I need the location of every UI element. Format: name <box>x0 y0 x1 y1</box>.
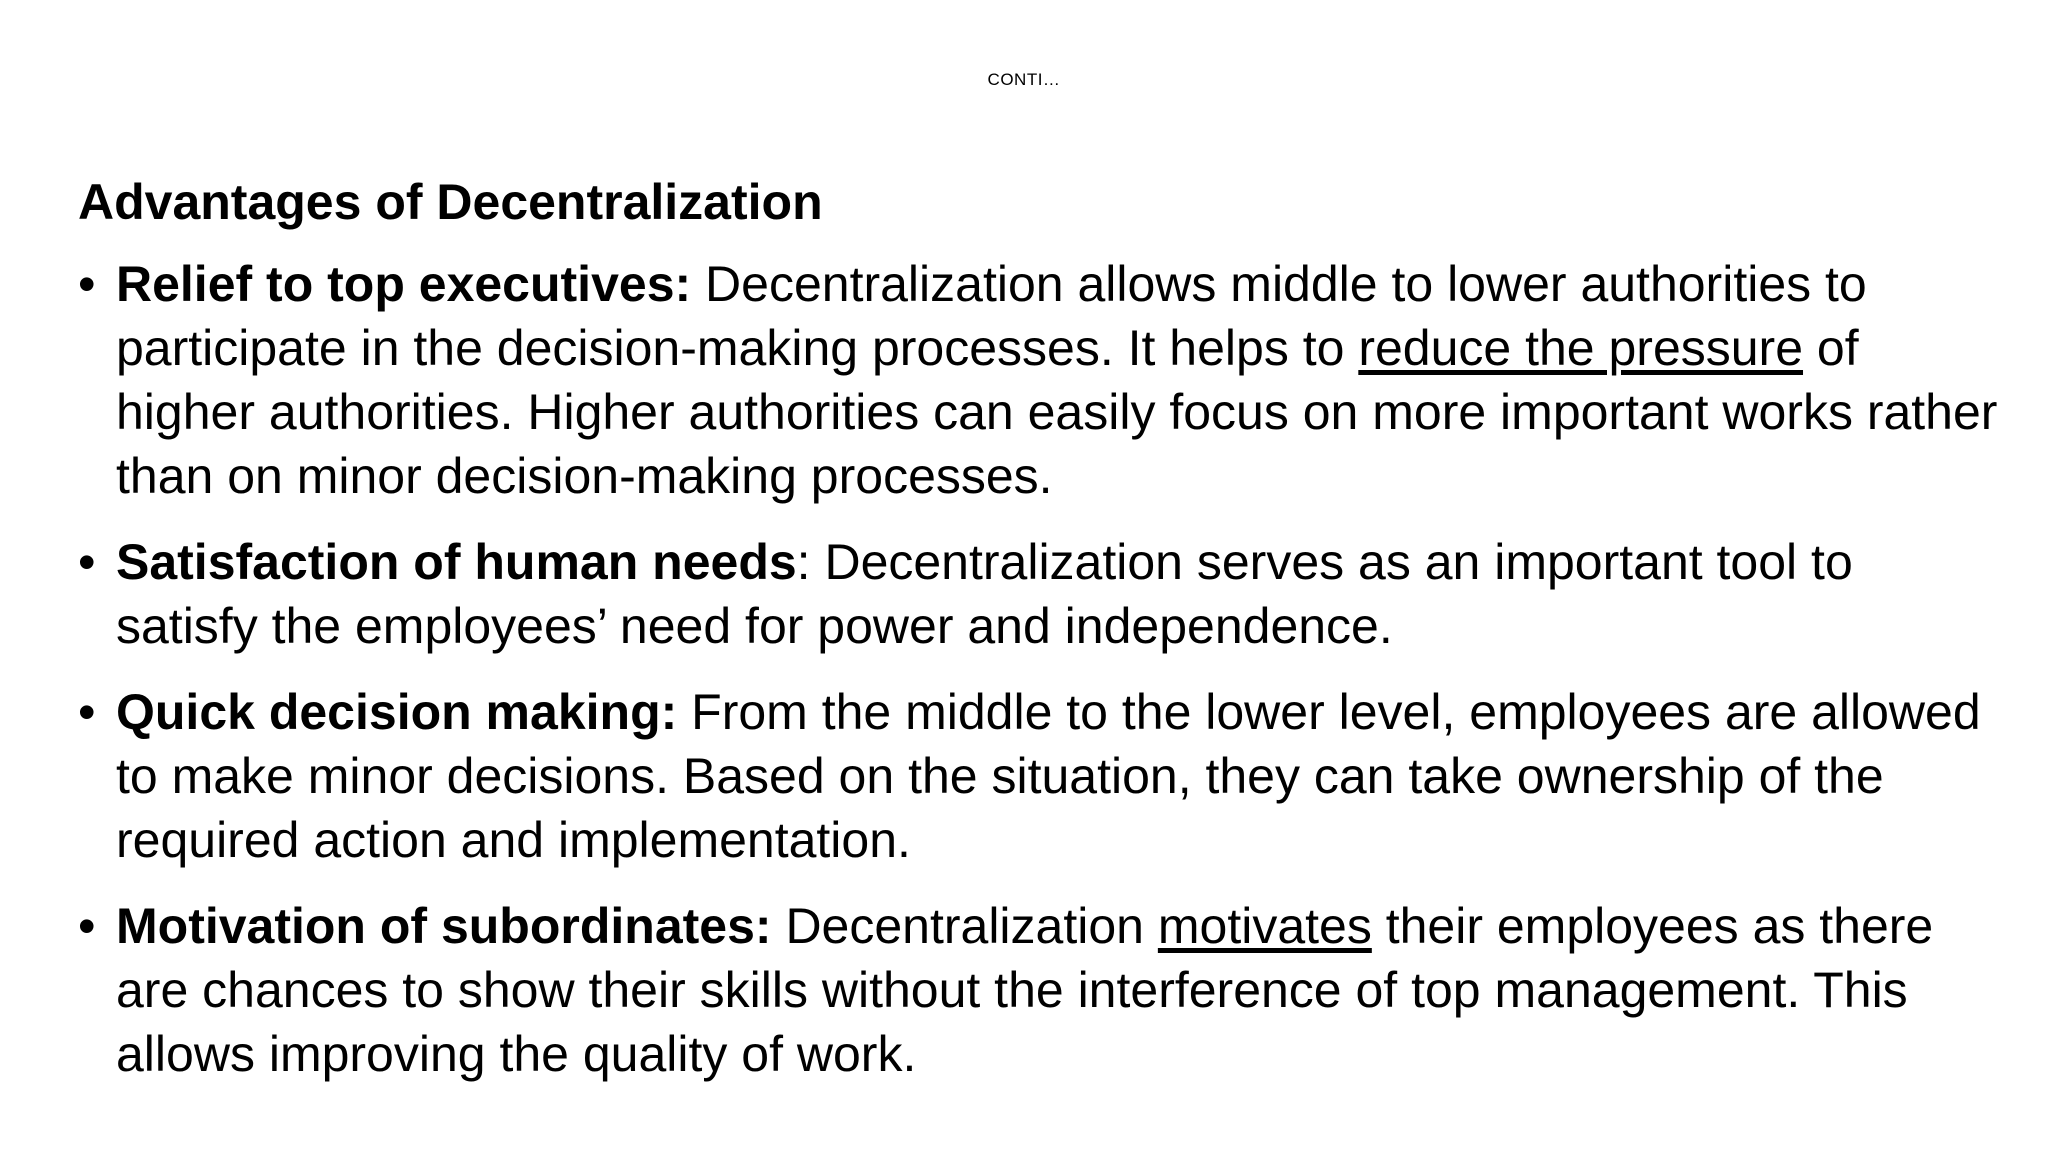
bullet-text: of higher authorities. Higher authorities can easily focus on more important works rather than on minor decision-making processes. <box>116 320 1998 504</box>
bullet-item <box>78 680 1998 872</box>
bullet-icon: • <box>78 256 96 312</box>
bullet-icon: • <box>78 898 96 954</box>
bullet-text: From the middle to the lower level, employees are allowed to make minor decisions. Based on the situation, they can take ownership of the required action and implementation. <box>116 684 1981 868</box>
bullet-term: Quick decision making: <box>116 684 678 740</box>
underlined-phrase: reduce the pressure <box>1358 320 1804 376</box>
bullet-text: : Decentralization serves as an important tool to satisfy the employees’ need for power and independence. <box>116 534 1853 654</box>
bullet-text: Decentralization <box>771 898 1158 954</box>
slide-content <box>78 170 1998 1108</box>
bullet-term: Motivation of subordinates: <box>116 898 772 954</box>
bullet-item <box>78 894 1998 1086</box>
bullet-item <box>78 252 1998 508</box>
bullet-item <box>78 530 1998 658</box>
section-heading: Advantages of Decentralization <box>78 174 823 230</box>
bullet-term: Satisfaction of human needs <box>116 534 797 590</box>
bullet-term: Relief to top executives: <box>116 256 692 312</box>
bullet-text: Decentralization allows middle to lower authorities to participate in the decision-making processes. It helps to <box>116 256 1867 376</box>
slide-title: CONTI… <box>987 70 1061 89</box>
bullet-text: their employees as there are chances to show their skills without the interference of top management. This allows improving the quality of work. <box>116 898 1934 1082</box>
bullet-icon: • <box>78 534 96 590</box>
underlined-phrase: motivates <box>1157 898 1372 954</box>
bullet-icon: • <box>78 684 96 740</box>
